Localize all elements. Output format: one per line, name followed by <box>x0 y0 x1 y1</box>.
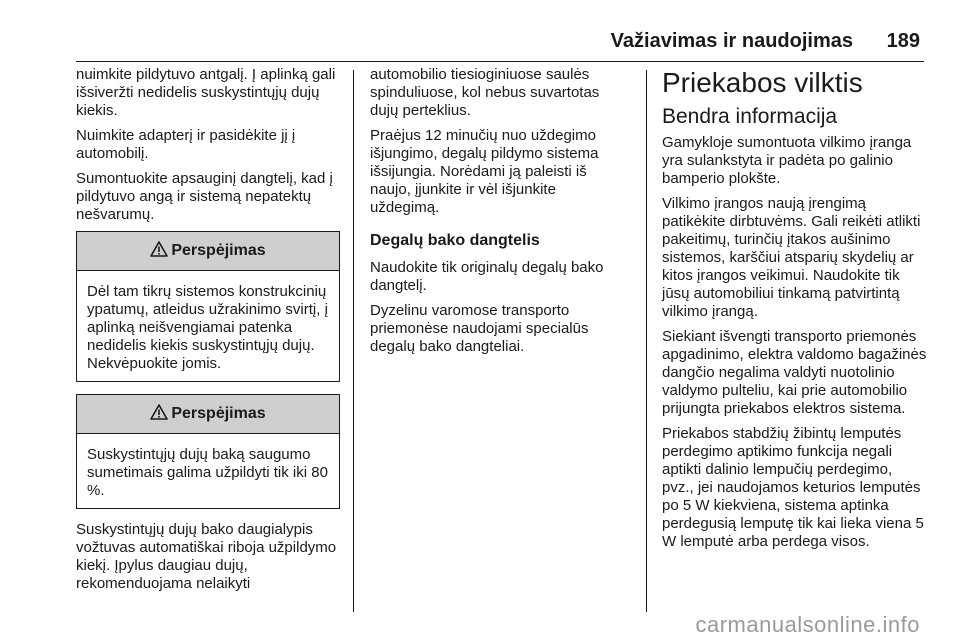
warning-header <box>77 395 339 434</box>
watermark: carmanualsonline.info <box>695 612 920 637</box>
warning-title: Perspėjimas <box>171 242 266 259</box>
warning-title: Perspėjimas <box>171 405 266 422</box>
header-rule <box>76 61 924 62</box>
paragraph: nuimkite pildytuvo antgalį. Į aplinką gali išsiveržti nedidelis suskystintųjų dujų kiekis. <box>76 66 336 119</box>
section-title: Važiavimas ir naudojimas <box>610 30 853 52</box>
paragraph: Sumontuokite apsauginį dangtelį, kad į pildytuvo angą ir sistemą nepatektų nešvarumų. <box>76 170 333 223</box>
warning-body <box>77 271 339 381</box>
paragraph: automobilio tiesioginiuose saulės spinduliuose, kol nebus suvartotas dujų perteklius. <box>370 66 600 119</box>
warning-triangle-icon <box>150 241 168 262</box>
page-header <box>0 22 960 62</box>
paragraph: Suskystintųjų dujų bako daugialypis vožtuvas automatiškai riboja užpildymo kiekį. Įpylus daugiau dujų, rekomenduojama nelaikyti <box>76 521 337 592</box>
subsection-heading: Bendra informacija <box>662 105 838 128</box>
section-heading: Priekabos vilktis <box>662 67 863 98</box>
column-divider-2 <box>646 70 647 612</box>
warning-text: Suskystintųjų dujų baką saugumo sumetimais galima užpildyti tik iki 80 %. <box>87 446 328 499</box>
warning-box <box>76 231 340 382</box>
warning-box <box>76 394 340 509</box>
warning-triangle-icon <box>150 404 168 425</box>
paragraph: Nuimkite adapterį ir pasidėkite jį į automobilį. <box>76 127 296 162</box>
paragraph: Naudokite tik originalų degalų bako dangtelį. <box>370 259 604 294</box>
paragraph: Gamykloje sumontuota vilkimo įranga yra sulankstyta ir padėta po galinio bamperio plokšte. <box>662 134 912 187</box>
paragraph: Vilkimo įrangos naują įrengimą patikėkite dirbtuvėms. Gali reikėti atlikti pakeitimų, turinčių įtakos aušinimo sistemos, karščiui atsparių skydelių ar kitos įrangos veikimui. Naudokite tik jūsų automobiliui tinkamą patvirtintą vilkimo įrangą. <box>662 195 921 320</box>
column-1 <box>76 66 340 600</box>
column-2 <box>370 66 628 363</box>
column-3 <box>662 66 927 558</box>
warning-text: Dėl tam tikrų sistemos konstrukcinių ypatumų, atleidus užrakinimo svirtį, į aplinką neišvengiamai patenka nedidelis kiekis suskystintųjų dujų. Nekvėpuokite jomis. <box>87 283 328 372</box>
paragraph: Dyzelinu varomose transporto priemonėse naudojami specialūs degalų bako dangteliai. <box>370 302 589 355</box>
paragraph: Praėjus 12 minučių nuo uždegimo išjungimo, degalų pildymo sistema išsijungia. Norėdami ją paleisti iš naujo, įjunkite ir vėl išjunkite uždegimą. <box>370 127 599 216</box>
column-divider-1 <box>353 70 354 612</box>
page-number: 189 <box>886 30 920 52</box>
warning-body <box>77 434 339 508</box>
paragraph: Siekiant išvengti transporto priemonės apgadinimo, elektra valdomo bagažinės dangčio negalima valdyti nuotolinio valdymo pulteliu, kai prie automobilio prijungta priekabos elektros sistema. <box>662 328 927 417</box>
subsection-heading: Degalų bako dangtelis <box>370 232 540 249</box>
paragraph: Priekabos stabdžių žibintų lemputės perdegimo aptikimo funkcija negali aptikti dalinio lempučių perdegimo, pvz., jei naudojamos keturios lemputės po 5 W kiekviena, sistema aptinka perdegusią lemputę tik kai lieka viena 5 W lemputė arba perdega visos. <box>662 425 924 550</box>
warning-header <box>77 232 339 271</box>
